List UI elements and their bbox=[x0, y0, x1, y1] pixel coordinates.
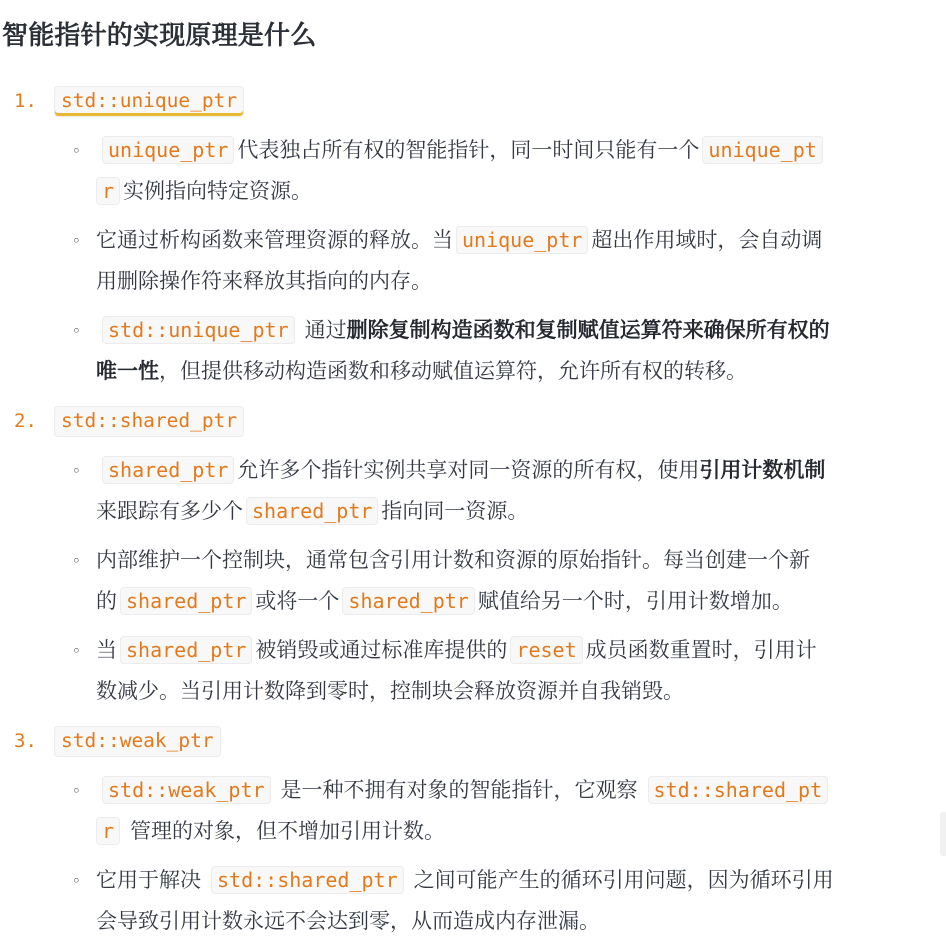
item-text: 是一种不拥有对象的智能指针，它观察 bbox=[280, 778, 638, 802]
section-heading-code: std::weak_ptr bbox=[54, 726, 221, 757]
list-item bbox=[96, 130, 932, 212]
item-text: 指向同一资源。 bbox=[381, 499, 529, 523]
inline-code: std::shared_pt bbox=[648, 776, 829, 804]
inline-code: std::weak_ptr bbox=[102, 776, 271, 804]
inline-code: shared_ptr bbox=[120, 587, 252, 615]
item-text: 超出作用域时，会自动调 bbox=[591, 228, 823, 252]
item-text: 或将一个 bbox=[255, 589, 340, 613]
inline-code: shared_ptr bbox=[246, 497, 378, 525]
inline-code: r bbox=[96, 177, 120, 205]
item-text: 它用于解决 bbox=[96, 868, 201, 892]
list-item bbox=[96, 860, 932, 942]
item-text: 用删除操作符来释放其指向的内存。 bbox=[96, 269, 432, 293]
item-text: 的 bbox=[96, 589, 117, 613]
list-bullet: ◦ bbox=[72, 232, 81, 250]
inline-code: unique_ptr bbox=[102, 136, 234, 164]
list-bullet: ◦ bbox=[72, 552, 81, 570]
item-text: 允许多个指针实例共享对同一资源的所有权，使用 bbox=[237, 458, 700, 482]
item-text: 会导致引用计数永远不会达到零，从而造成内存泄漏。 bbox=[96, 909, 600, 933]
inline-code: r bbox=[96, 817, 120, 845]
item-text: 之间可能产生的循环引用问题，因为循环引用 bbox=[413, 868, 834, 892]
inline-code: shared_ptr bbox=[342, 587, 474, 615]
list-bullet: ◦ bbox=[72, 782, 81, 800]
item-text: 它通过析构函数来管理资源的释放。当 bbox=[96, 228, 453, 252]
list-item bbox=[96, 540, 932, 622]
list-item bbox=[96, 450, 932, 532]
section-heading-code: std::shared_ptr bbox=[54, 406, 244, 437]
item-text: 内部维护一个控制块，通常包含引用计数和资源的原始指针。每当创建一个新 bbox=[96, 548, 810, 572]
list-bullet: ◦ bbox=[72, 142, 81, 160]
bold-text: 唯一性 bbox=[96, 359, 159, 383]
bold-text: 引用计数机制 bbox=[699, 458, 826, 482]
item-text: 赋值给另一个时，引用计数增加。 bbox=[477, 589, 793, 613]
item-text: 成员函数重置时，引用计 bbox=[585, 638, 817, 662]
list-item bbox=[96, 220, 932, 302]
section-number: 2. bbox=[14, 410, 37, 432]
inline-code: std::shared_ptr bbox=[211, 866, 404, 894]
item-text: 当 bbox=[96, 638, 117, 662]
section-number: 3. bbox=[14, 730, 37, 752]
section-number: 1. bbox=[14, 90, 37, 112]
list-item bbox=[96, 770, 932, 852]
inline-code: unique_pt bbox=[702, 136, 822, 164]
section-heading-code: std::unique_ptr bbox=[54, 86, 244, 117]
scrollbar-hint[interactable] bbox=[940, 812, 946, 856]
item-text: 管理的对象，但不增加引用计数。 bbox=[130, 819, 446, 843]
item-text: 被销毁或通过标准库提供的 bbox=[255, 638, 508, 662]
inline-code: reset bbox=[510, 636, 582, 664]
item-text: 来跟踪有多少个 bbox=[96, 499, 243, 523]
inline-code: std::unique_ptr bbox=[102, 316, 295, 344]
item-text: ，但提供移动构造函数和移动赋值运算符，允许所有权的转移。 bbox=[159, 359, 747, 383]
bold-text: 删除复制构造函数和复制赋值运算符来确保所有权的 bbox=[346, 318, 830, 342]
list-bullet: ◦ bbox=[72, 872, 81, 890]
item-text: 数减少。当引用计数降到零时，控制块会释放资源并自我销毁。 bbox=[96, 679, 684, 703]
list-item bbox=[96, 310, 932, 392]
inline-code: shared_ptr bbox=[120, 636, 252, 664]
item-text: 实例指向特定资源。 bbox=[123, 179, 313, 203]
item-text: 代表独占所有权的智能指针，同一时间只能有一个 bbox=[237, 138, 700, 162]
page-title: 智能指针的实现原理是什么 bbox=[2, 21, 317, 51]
list-item bbox=[96, 630, 932, 712]
list-bullet: ◦ bbox=[72, 642, 81, 660]
inline-code: shared_ptr bbox=[102, 456, 234, 484]
list-bullet: ◦ bbox=[72, 322, 81, 340]
list-bullet: ◦ bbox=[72, 462, 81, 480]
item-text: 通过 bbox=[304, 318, 347, 342]
inline-code: unique_ptr bbox=[456, 226, 588, 254]
